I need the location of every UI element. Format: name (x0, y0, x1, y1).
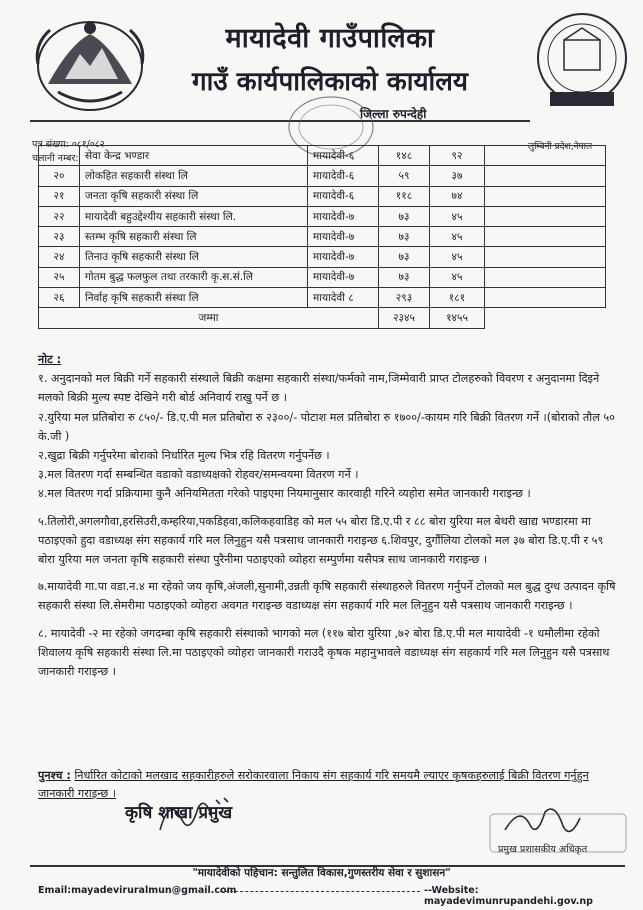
table-row (39, 267, 606, 287)
postscript-text: निर्धारित कोटाको मलखाद सहकारीहरुले सरोकारवाला निकाय संग सहकार्य गरि समयमै ल्याएर कृषकहरुलाई बिक्री वितरण गर्नुहुन जानकारी गराइन्छ । (38, 769, 589, 800)
cell-dap-bags: ४५ (430, 227, 485, 247)
cell-location: मायादेवी-६ (308, 146, 379, 166)
cell-serial: २२ (39, 206, 80, 226)
note-item: ५.तिलोरी,अगलगौवा,हरसिउरी,कम्हरिया,पकडिहवा,कलिकहवाडिह को मल ५५ बोरा डि.ए.पी र ८८ बोरा युरिया मल बेथरी खाद्य भण्डारमा मा पठाइएको हुदा वडाध्यक्ष संग सहकार्य गरि मल लिनुहुन यसै पत्रसाथ जानकारी गराइन्छ ६.शिवपुर, दुर्गौलिया टोलको मल ३७ बोरा डि.ए.पी र ५९ बोरा युरिया मल जनता कृषि सहकारी संस्था पुरैनीमा पठाइएको व्योहरा सम्पुर्णमा यसैपत्र साथ जानकारी गराइन्छ । (38, 514, 604, 567)
nepal-emblem-icon (30, 14, 150, 114)
cell-location: मायादेवी-७ (308, 267, 379, 287)
notes-heading: नोट : (38, 353, 62, 366)
district-label: जिल्ला रुपन्देही (360, 107, 427, 121)
table-row (39, 247, 606, 267)
note-item: ४.मल वितरण गर्दा प्रक्रियामा कुनै अनियमितता गरेको पाइएमा नियमानुसार कारवाही गरिने व्यहोरा समेत जानकारी गराइन्छ । (38, 487, 531, 501)
cell-coop-name: सेवा केन्द्र भण्डार (80, 146, 308, 166)
letter-ref-number: पत्र संख्या: ०८१/०८२ (32, 139, 105, 150)
cell-serial: २३ (39, 227, 80, 247)
footer-divider (220, 891, 420, 892)
cell-location: मायादेवी-७ (308, 206, 379, 226)
note-item: ७.मायादेवी गा.पा वडा.न.४ मा रहेको जय कृषि,अंजली,सुनामी,उन्नती कृषि सहकारी संस्थाहरुले वितरण गर्नुपर्ने टोलको मल बुद्ध दुग्ध उत्पादन कृषि सहकारी संस्था लि.सेमरीमा पठाइएको व्योहरा अवगत गराइन्छ वडाध्यक्ष संग सहकार्य गरि मल लिनुहुन यसै पत्रसाथ जानकारी गराइन्छ । (38, 580, 616, 613)
province-label: लुम्बिनी प्रदेश,नेपाल (528, 142, 593, 152)
note-item: ३.मल वितरण गर्दा सम्बन्धित वडाको वडाध्यक्षको रोहवर/समन्वयमा वितरण गर्ने । (38, 468, 359, 482)
cell-dap-bags: ७४ (430, 186, 485, 206)
total-label: जम्मा (39, 308, 379, 328)
note-item: ८. मायादेवी -२ मा रहेको जगदम्बा कृषि सहकारी संस्थाको भागको मल (११७ बोरा युरिया ,७२ बोरा डि.ए.पी मल मायादेवी -१ धमौलीमा रहेको शिवालय कृषि सहकारी संस्था लि.मा पठाइएको व्योहरा जानकारी गराउदै कृषक महानुभावले वडाध्यक्ष संग सहकार्य गरि मल लिनुहुन यसै पत्रसाथ जानकारी गराइन्छ । (38, 626, 610, 679)
cell-urea-bags: १४८ (379, 146, 430, 166)
signature-left-title: कृषि शाखा प्रमुख (125, 803, 233, 823)
table-row (39, 146, 606, 166)
municipality-seal-icon (528, 10, 636, 114)
cell-dap-bags: ४५ (430, 206, 485, 226)
cell-coop-name: निर्वाह कृषि सहकारी संस्था लि (80, 288, 308, 308)
signature-right-title: प्रमुख प्रशासकीय अधिकृत (498, 844, 588, 855)
table-row (39, 206, 606, 226)
cell-serial: २५ (39, 267, 80, 287)
cell-urea-bags: ७३ (379, 206, 430, 226)
letter-dispatch-number: चलानी नम्बर: (32, 153, 79, 164)
cell-coop-name: मायादेवी बहुउद्देश्यीय सहकारी संस्था लि. (80, 206, 308, 226)
notes-section (38, 350, 620, 681)
cell-urea-bags: २९३ (379, 288, 430, 308)
cell-dap-bags: ३७ (430, 166, 485, 186)
cell-coop-name: तिनाउ कृषि सहकारी संस्था लि (80, 247, 308, 267)
cell-dap-bags: ४५ (430, 267, 485, 287)
cell-serial: २१ (39, 186, 80, 206)
cell-serial: २० (39, 166, 80, 186)
cell-serial: २४ (39, 247, 80, 267)
note-item: १. अनुदानको मल बिक्री गर्ने सहकारी संस्थाले बिक्री कक्षमा सहकारी संस्था/फर्मको नाम,जिम्मेवारी प्राप्त टोलहरुको विवरण र अनुदानमा दिइने मलको बिक्री मुल्य स्पष्ट देखिने गरी बोर्ड अनिवार्य राखु पर्ने छ । (38, 372, 600, 405)
table-row (39, 288, 606, 308)
postscript-label: पुनश्च : (38, 769, 71, 782)
footer-website: --Website: mayadevimunrupandehi.gov.np (424, 885, 593, 907)
cell-dap-bags: १८१ (430, 288, 485, 308)
cell-location: मायादेवी-७ (308, 247, 379, 267)
cell-dap-bags: ९२ (430, 146, 485, 166)
table-row (39, 166, 606, 186)
cell-coop-name: लोकहित सहकारी संस्था लि (80, 166, 308, 186)
cell-coop-name: स्तम्भ कृषि सहकारी संस्था लि (80, 227, 308, 247)
cell-coop-name: गोतम बुद्ध फलफुल तथा तरकारी कृ.स.सं.लि (80, 267, 308, 287)
distribution-table (38, 145, 606, 329)
cell-serial: २६ (39, 288, 80, 308)
table-row (39, 227, 606, 247)
table-row (39, 186, 606, 206)
total-dap: १४५५ (430, 308, 485, 328)
cell-dap-bags: ४५ (430, 247, 485, 267)
cell-location: मायादेवी-६ (308, 186, 379, 206)
office-title: गाउँ कार्यपालिकाको कार्यालय (192, 67, 468, 97)
header-rule (30, 120, 530, 122)
cell-urea-bags: ७३ (379, 247, 430, 267)
cell-serial (39, 146, 80, 166)
footer-email: Email:mayadeviruralmun@gmail.com (38, 885, 237, 896)
cell-location: मायादेवी-६ (308, 166, 379, 186)
note-item: २.युरिया मल प्रतिबोरा रु ८५०/- डि.ए.पी मल प्रतिबोरा रु २३००/- पोटाश मल प्रतिबोरा रु १७००/-कायम गरि बिक्री वितरण गर्ने ।(बोराको तौल ५० के.जी ) (38, 410, 615, 443)
cell-urea-bags: ११८ (379, 186, 430, 206)
table-total-row (39, 308, 606, 328)
municipality-title: मायादेवी गाउँपालिका (225, 23, 435, 54)
cell-location: मायादेवी-७ (308, 227, 379, 247)
cell-coop-name: जनता कृषि सहकारी संस्था लि (80, 186, 308, 206)
cell-urea-bags: ७३ (379, 227, 430, 247)
cell-location: मायादेवी ८ (308, 288, 379, 308)
note-item: २.खुद्रा बिक्री गर्नुपरेमा बोराको निर्धारित मुल्य भित्र रहि वितरण गर्नुपर्नेछ । (38, 449, 330, 463)
cell-urea-bags: ७३ (379, 267, 430, 287)
cell-urea-bags: ५९ (379, 166, 430, 186)
total-urea: २३४५ (379, 308, 430, 328)
postscript (38, 767, 620, 803)
footer-motto: "मायादेवीको पहिचान: सन्तुलित विकास,गुणस्तरीय सेवा र सुशासन" (192, 867, 451, 879)
